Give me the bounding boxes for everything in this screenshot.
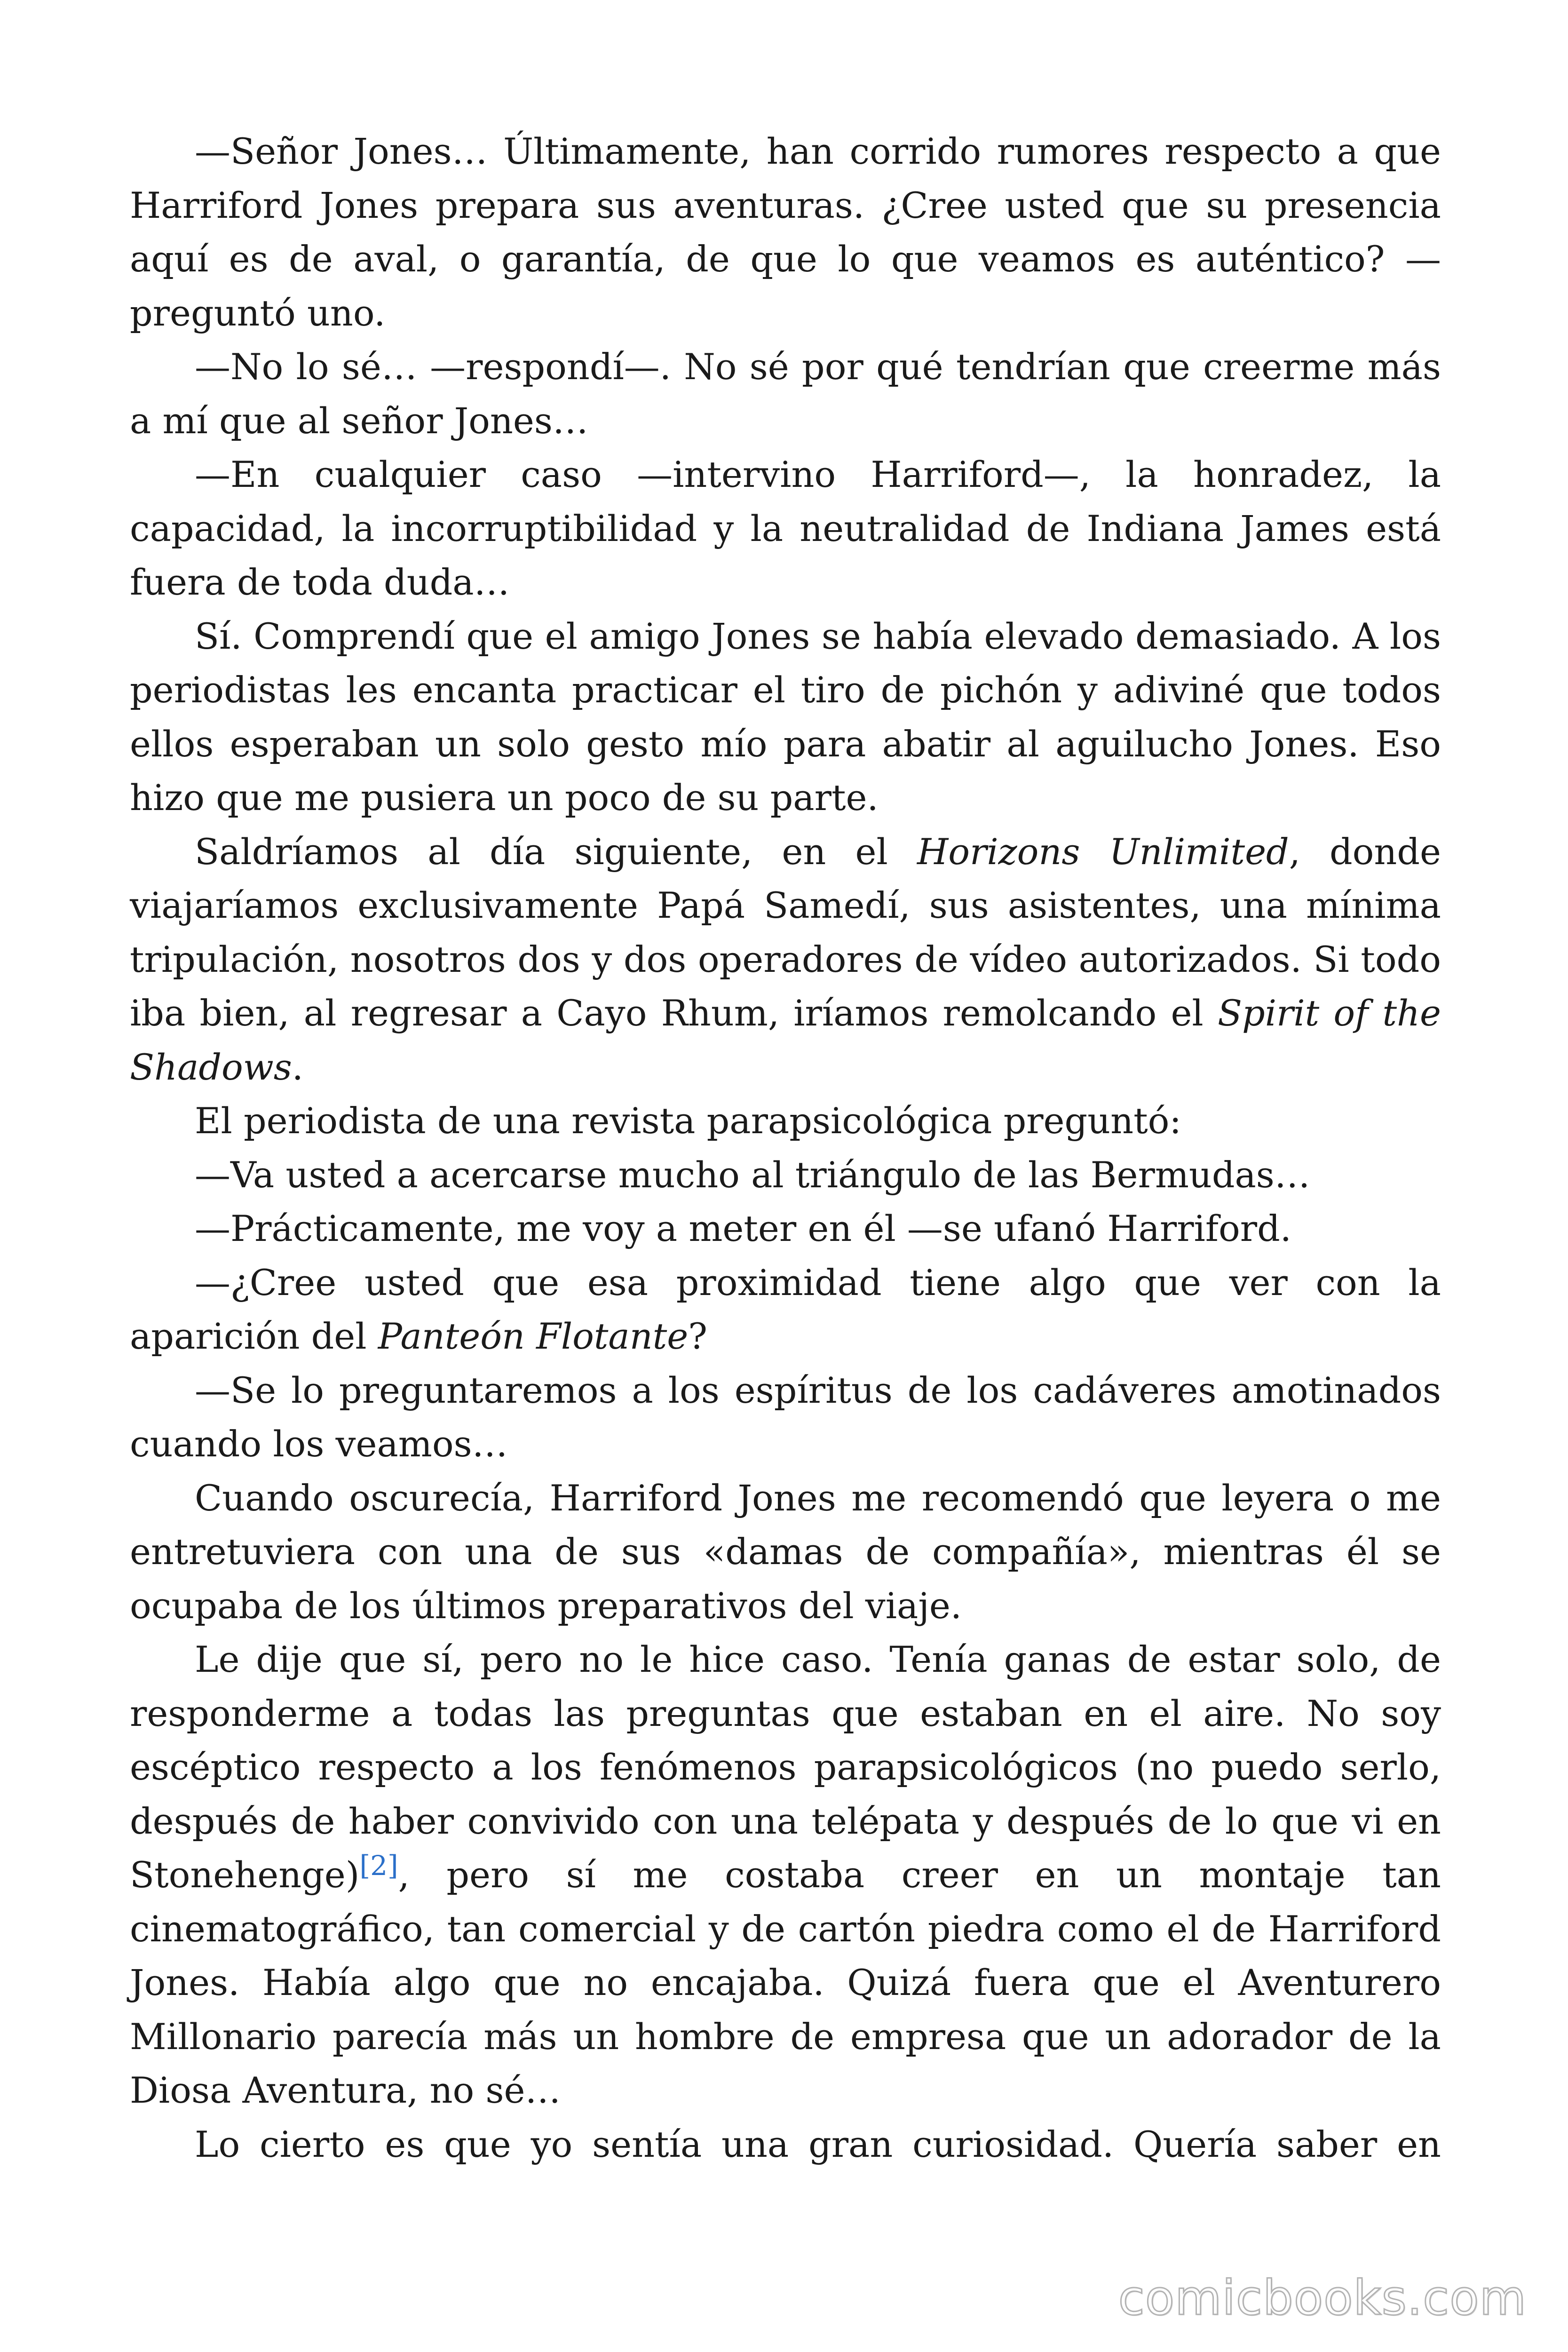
paragraph: Lo cierto es que yo sentía una gran curiosidad. Quería saber en <box>195 2123 1441 2165</box>
paragraph: Le dije que sí, pero no le hice caso. Tenía ganas de estar solo, de responderme a todas las preguntas que estaban en el aire. No soy escéptico respecto a los fenómenos parapsicológicos (no puedo serlo, después de haber convivido con una telépata y después de lo que vi en Stonehenge)[2], pero sí me costaba creer en un montaje tan cinematográfico, tan comercial y de cartón piedra como el de Harriford Jones. Había algo que no encajaba. Quizá fuera que el Aventurero Millonario parecía más un hombre de empresa que un adorador de la Diosa Aventura, no sé… <box>130 1638 1441 2111</box>
paragraph: —Prácticamente, me voy a meter en él —se ufanó Harriford. <box>195 1208 1291 1249</box>
paragraph: Saldríamos al día siguiente, en el Horizons Unlimited, donde viajaríamos exclusivamente Papá Samedí, sus asistentes, una mínima tripulación, nosotros dos y dos operadores de vídeo autorizados. Si todo iba bien, al regresar a Cayo Rhum, iríamos remolcando el Spirit of the Shadows. <box>130 830 1441 1088</box>
paragraph: Sí. Comprendí que el amigo Jones se había elevado demasiado. A los periodistas les encanta practicar el tiro de pichón y adiviné que todos ellos esperaban un solo gesto mío para abatir al aguilucho Jones. Eso hizo que me pusiera un poco de su parte. <box>130 615 1441 818</box>
paragraph: —No lo sé… —respondí—. No sé por qué tendrían que creerme más a mí que al señor Jones… <box>130 346 1441 442</box>
ship-name-italic: Spirit of the Shadows <box>130 992 1441 1088</box>
ship-name-italic: Panteón Flotante <box>378 1315 689 1357</box>
paragraph: —En cualquier caso —intervino Harriford—, la honradez, la capacidad, la incorruptibilidad y la neutralidad de Indiana James está fuera de toda duda… <box>130 453 1441 603</box>
book-page-text <box>130 125 1441 2171</box>
watermark-logo: comicbooks.com <box>1118 2270 1527 2326</box>
ship-name-italic: Horizons Unlimited <box>917 830 1289 873</box>
paragraph: —Se lo preguntaremos a los espíritus de los cadáveres amotinados cuando los veamos… <box>130 1369 1441 1465</box>
footnote-link[interactable]: [2] <box>359 1850 398 1882</box>
paragraph: Cuando oscurecía, Harriford Jones me recomendó que leyera o me entretuviera con una de sus «damas de compañía», mientras él se ocupaba de los últimos preparativos del viaje. <box>130 1477 1441 1627</box>
paragraph: El periodista de una revista parapsicológica preguntó: <box>195 1100 1181 1142</box>
paragraph: —Señor Jones… Últimamente, han corrido rumores respecto a que Harriford Jones prepara sus aventuras. ¿Cree usted que su presencia aquí es de aval, o garantía, de que lo que veamos es auténtico? —preguntó uno. <box>130 130 1441 334</box>
paragraph: —¿Cree usted que esa proximidad tiene algo que ver con la aparición del Panteón Flotante? <box>130 1261 1441 1357</box>
paragraph: —Va usted a acercarse mucho al triángulo de las Bermudas… <box>195 1153 1310 1196</box>
